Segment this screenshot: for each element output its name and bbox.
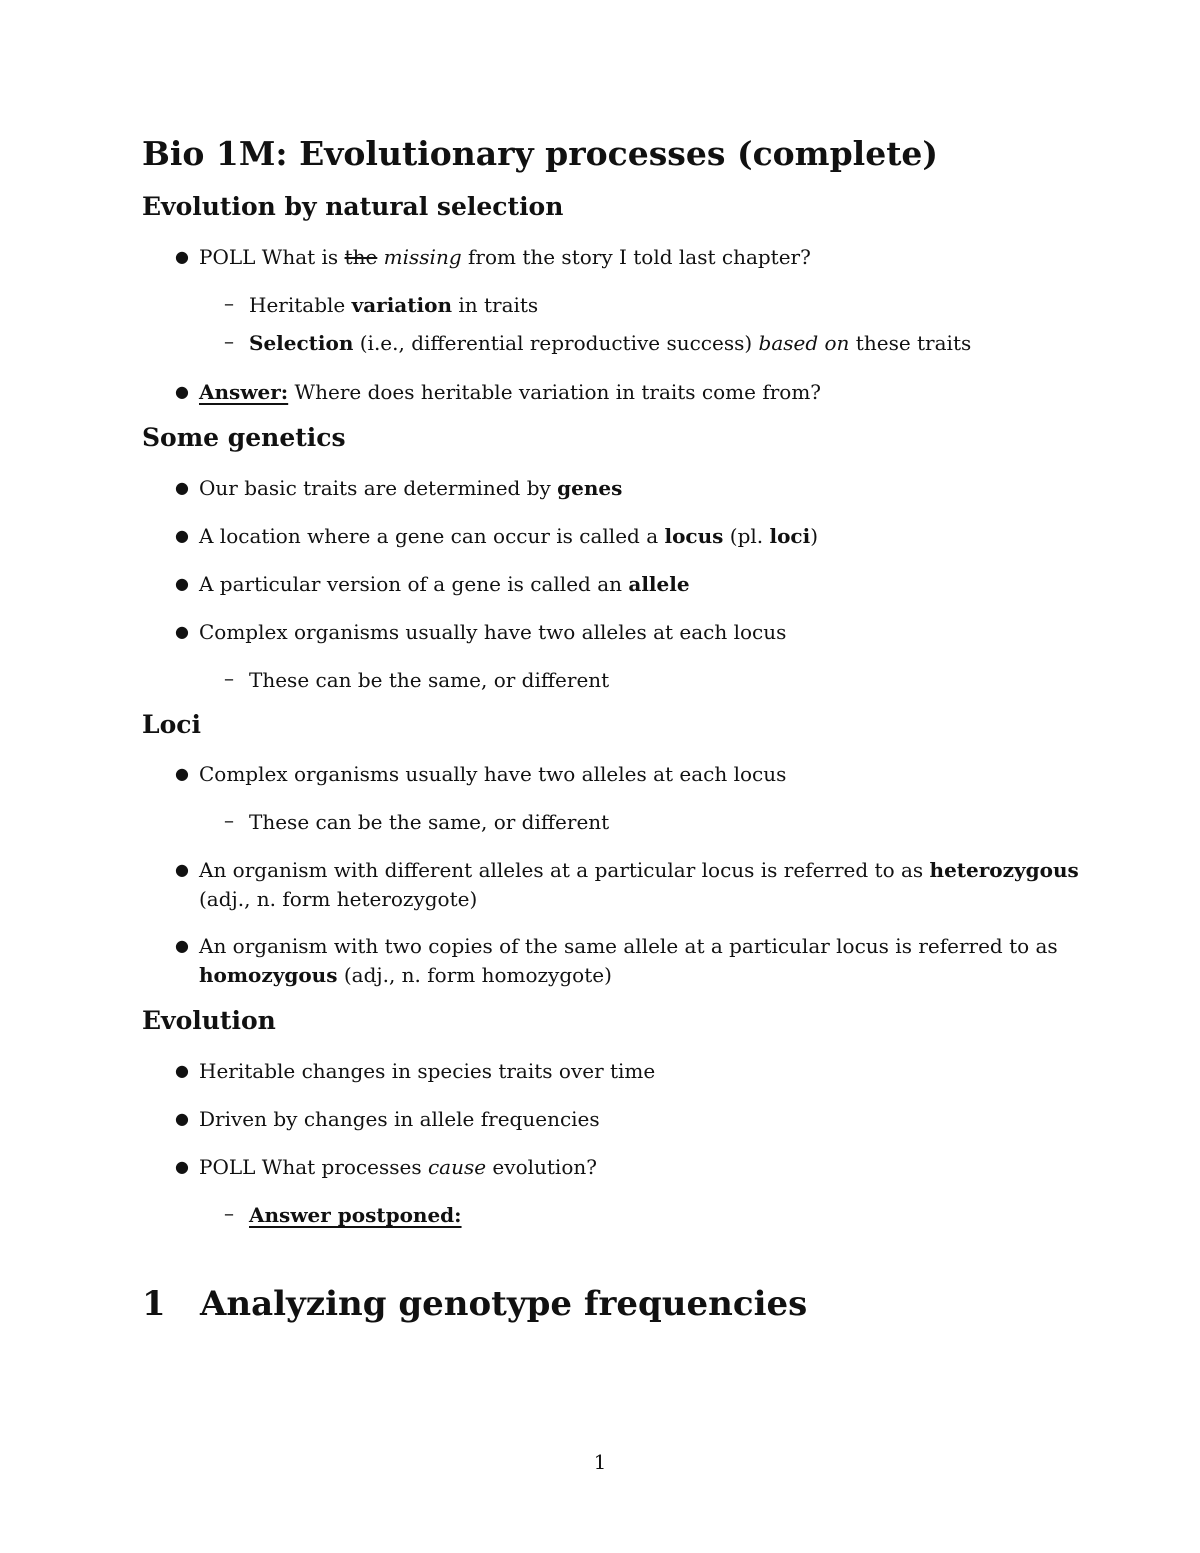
poll-cause-line: POLL What processes cause evolution? bbox=[199, 1155, 597, 1179]
bullet-icon: ● bbox=[175, 860, 189, 879]
bullet-icon: ● bbox=[175, 247, 189, 266]
dash-icon: – bbox=[224, 808, 234, 832]
bullet-icon: ● bbox=[175, 382, 189, 401]
bullet-icon: ● bbox=[175, 1061, 189, 1080]
sub-item-heritable-variation: Heritable variation in traits bbox=[249, 293, 539, 317]
poll-missing-line: POLL What is the missing from the story I told last chapter? bbox=[199, 245, 811, 269]
bullet-icon: ● bbox=[175, 764, 189, 783]
list-item-allele-frequencies: Driven by changes in allele frequencies bbox=[199, 1107, 600, 1131]
list-item-homozygous-cont: homozygous (adj., n. form homozygote) bbox=[199, 963, 612, 987]
page-number: 1 bbox=[593, 1450, 607, 1474]
list-item-locus: A location where a gene can occur is called a locus (pl. loci) bbox=[199, 524, 819, 548]
bullet-icon: ● bbox=[175, 574, 189, 593]
list-item-heterozygous: An organism with different alleles at a particular locus is referred to as heterozygous bbox=[199, 858, 1079, 882]
sub-item-same-or-different: These can be the same, or different bbox=[249, 810, 610, 834]
list-item-two-alleles: Complex organisms usually have two alleles at each locus bbox=[199, 762, 787, 786]
document-title: Bio 1M: Evolutionary processes (complete) bbox=[142, 134, 939, 173]
chapter-number: 1 bbox=[142, 1284, 166, 1324]
bullet-icon: ● bbox=[175, 1157, 189, 1176]
chapter-heading bbox=[142, 1284, 807, 1324]
bullet-icon: ● bbox=[175, 622, 189, 641]
list-item-two-alleles: Complex organisms usually have two alleles at each locus bbox=[199, 620, 787, 644]
list-item-heritable-changes: Heritable changes in species traits over time bbox=[199, 1059, 656, 1083]
list-item-allele: A particular version of a gene is called an allele bbox=[199, 572, 690, 596]
section-heading-natural-selection: Evolution by natural selection bbox=[142, 192, 564, 221]
section-heading-evolution: Evolution bbox=[142, 1006, 276, 1035]
list-item-genes: Our basic traits are determined by genes bbox=[199, 476, 623, 500]
dash-icon: – bbox=[224, 666, 234, 690]
bullet-icon: ● bbox=[175, 478, 189, 497]
bullet-icon: ● bbox=[175, 936, 189, 955]
bullet-icon: ● bbox=[175, 1109, 189, 1128]
chapter-title: Analyzing genotype frequencies bbox=[200, 1284, 808, 1324]
section-heading-loci: Loci bbox=[142, 710, 201, 739]
sub-item-selection: Selection (i.e., differential reproductive success) based on these traits bbox=[249, 331, 972, 355]
dash-icon: – bbox=[224, 329, 234, 353]
sub-item-same-or-different: These can be the same, or different bbox=[249, 668, 610, 692]
list-item-heterozygous-cont: (adj., n. form heterozygote) bbox=[199, 887, 478, 911]
dash-icon: – bbox=[224, 291, 234, 315]
answer-line: Answer: Where does heritable variation in traits come from? bbox=[199, 380, 822, 404]
bullet-icon: ● bbox=[175, 526, 189, 545]
section-heading-some-genetics: Some genetics bbox=[142, 423, 346, 452]
dash-icon: – bbox=[224, 1201, 234, 1225]
sub-item-answer-postponed: Answer postponed: bbox=[249, 1203, 462, 1227]
list-item-homozygous: An organism with two copies of the same allele at a particular locus is referred to as bbox=[199, 934, 1058, 958]
